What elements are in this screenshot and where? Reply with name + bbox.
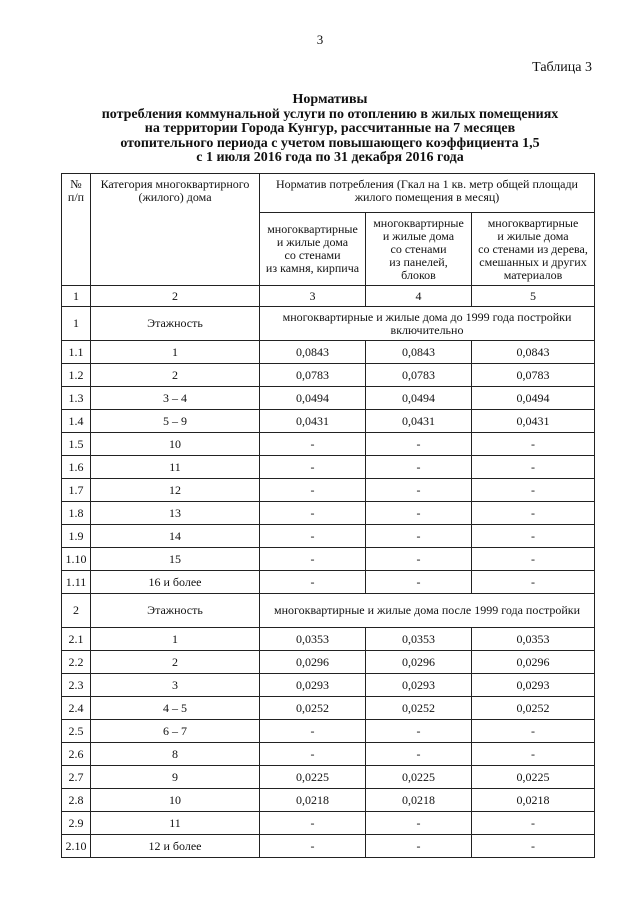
row-num: 2.3 [62,674,91,697]
row-num: 2.9 [62,812,91,835]
value-stone: - [260,525,366,548]
value-panel: 0,0225 [366,766,472,789]
value-panel: 0,0296 [366,651,472,674]
row-category: 10 [91,433,260,456]
title-line: Нормативы [292,92,368,107]
value-wood: - [472,548,595,571]
value-stone: 0,0293 [260,674,366,697]
value-stone: 0,0353 [260,628,366,651]
header-wood-walls: многоквартирные и жилые дома со стенами из дерева, смешанных и других материалов [472,213,595,286]
row-category: 15 [91,548,260,571]
table-row [62,433,595,456]
value-wood: - [472,502,595,525]
value-panel: - [366,433,472,456]
value-stone: - [260,502,366,525]
value-panel: - [366,720,472,743]
table-row [62,789,595,812]
table-body [62,286,595,858]
value-wood: 0,0293 [472,674,595,697]
group-category: Этажность [91,307,260,341]
table-row [62,341,595,364]
value-stone: - [260,433,366,456]
column-number: 5 [472,286,595,307]
value-panel: - [366,571,472,594]
value-wood: - [472,479,595,502]
table-row [62,525,595,548]
row-category: 1 [91,341,260,364]
row-num: 2.2 [62,651,91,674]
value-panel: 0,0353 [366,628,472,651]
column-number-row [62,286,595,307]
table-row [62,720,595,743]
table-row [62,502,595,525]
table-row [62,479,595,502]
value-panel: - [366,456,472,479]
value-panel: - [366,548,472,571]
row-num: 1.8 [62,502,91,525]
column-number: 4 [366,286,472,307]
value-stone: 0,0296 [260,651,366,674]
row-num: 2.7 [62,766,91,789]
row-category: 13 [91,502,260,525]
row-num: 1.4 [62,410,91,433]
table-row [62,387,595,410]
column-number: 3 [260,286,366,307]
value-wood: 0,0783 [472,364,595,387]
row-num: 2.4 [62,697,91,720]
table-label: Таблица 3 [532,60,592,75]
value-stone: - [260,456,366,479]
table-row [62,548,595,571]
value-panel: 0,0293 [366,674,472,697]
value-panel: 0,0843 [366,341,472,364]
value-panel: 0,0431 [366,410,472,433]
group-row [62,594,595,628]
value-wood: 0,0225 [472,766,595,789]
value-wood: 0,0252 [472,697,595,720]
value-panel: 0,0252 [366,697,472,720]
value-stone: 0,0494 [260,387,366,410]
row-category: 9 [91,766,260,789]
group-description: многоквартирные и жилые дома до 1999 года постройки включительно [260,307,595,341]
row-num: 1.2 [62,364,91,387]
row-category: 16 и более [91,571,260,594]
value-wood: 0,0431 [472,410,595,433]
value-panel: - [366,525,472,548]
group-category: Этажность [91,594,260,628]
row-category: 11 [91,812,260,835]
row-num: 2.6 [62,743,91,766]
title-line: на территории Города Кунгур, рассчитанные на 7 месяцев [144,121,516,136]
row-category: 12 [91,479,260,502]
value-panel: - [366,835,472,858]
row-category: 3 – 4 [91,387,260,410]
group-num: 2 [62,594,91,628]
header-category: Категория многоквартирного (жилого) дома [91,174,260,286]
table-row [62,456,595,479]
table-row [62,364,595,387]
value-wood: - [472,812,595,835]
group-num: 1 [62,307,91,341]
table-row [62,743,595,766]
value-wood: 0,0296 [472,651,595,674]
group-row [62,307,595,341]
document-title [40,93,620,166]
group-description: многоквартирные и жилые дома после 1999 года постройки [260,594,595,628]
value-stone: - [260,743,366,766]
value-wood: - [472,456,595,479]
table-row [62,410,595,433]
value-panel: 0,0494 [366,387,472,410]
row-num: 1.11 [62,571,91,594]
value-panel: 0,0218 [366,789,472,812]
value-wood: - [472,571,595,594]
table-row [62,674,595,697]
row-category: 14 [91,525,260,548]
row-category: 8 [91,743,260,766]
value-panel: 0,0783 [366,364,472,387]
table-row [62,835,595,858]
value-stone: - [260,812,366,835]
value-wood: - [472,743,595,766]
header-num: № п/п [62,174,91,286]
row-num: 2.5 [62,720,91,743]
header-stone-walls: многоквартирные и жилые дома со стенами из камня, кирпича [260,213,366,286]
row-num: 2.8 [62,789,91,812]
value-wood: 0,0843 [472,341,595,364]
row-num: 1.7 [62,479,91,502]
value-stone: 0,0252 [260,697,366,720]
value-stone: 0,0783 [260,364,366,387]
value-stone: - [260,835,366,858]
value-stone: 0,0218 [260,789,366,812]
value-stone: - [260,720,366,743]
header-panel-walls: многоквартирные и жилые дома со стенами из панелей, блоков [366,213,472,286]
title-line: с 1 июля 2016 года по 31 декабря 2016 года [196,150,464,165]
page-number: 3 [316,32,324,47]
row-num: 1.9 [62,525,91,548]
title-line: отопительного периода с учетом повышающего коэффициента 1,5 [120,135,540,151]
value-stone: - [260,548,366,571]
value-panel: - [366,479,472,502]
table-row [62,628,595,651]
value-wood: - [472,433,595,456]
row-category: 3 [91,674,260,697]
value-panel: - [366,502,472,525]
value-panel: - [366,812,472,835]
table-row [62,766,595,789]
norms-table [61,173,595,858]
value-wood: 0,0353 [472,628,595,651]
value-stone: - [260,571,366,594]
value-wood: - [472,525,595,548]
value-panel: - [366,743,472,766]
row-num: 2.1 [62,628,91,651]
row-category: 5 – 9 [91,410,260,433]
column-number: 1 [62,286,91,307]
row-category: 4 – 5 [91,697,260,720]
row-category: 11 [91,456,260,479]
value-stone: 0,0843 [260,341,366,364]
row-category: 6 – 7 [91,720,260,743]
value-stone: - [260,479,366,502]
row-category: 2 [91,364,260,387]
value-stone: 0,0225 [260,766,366,789]
value-wood: - [472,835,595,858]
row-num: 1.6 [62,456,91,479]
value-wood: 0,0218 [472,789,595,812]
row-category: 2 [91,651,260,674]
header-norm: Норматив потребления (Гкал на 1 кв. метр общей площади жилого помещения в месяц) [260,174,595,213]
value-wood: 0,0494 [472,387,595,410]
value-stone: 0,0431 [260,410,366,433]
value-wood: - [472,720,595,743]
column-number: 2 [91,286,260,307]
row-num: 1.1 [62,341,91,364]
table-row [62,697,595,720]
table-row [62,571,595,594]
table-row [62,651,595,674]
row-category: 10 [91,789,260,812]
row-category: 12 и более [91,835,260,858]
row-num: 1.10 [62,548,91,571]
table-row [62,812,595,835]
row-category: 1 [91,628,260,651]
title-line: потребления коммунальной услуги по отоплению в жилых помещениях [101,106,559,122]
row-num: 1.3 [62,387,91,410]
row-num: 2.10 [62,835,91,858]
row-num: 1.5 [62,433,91,456]
